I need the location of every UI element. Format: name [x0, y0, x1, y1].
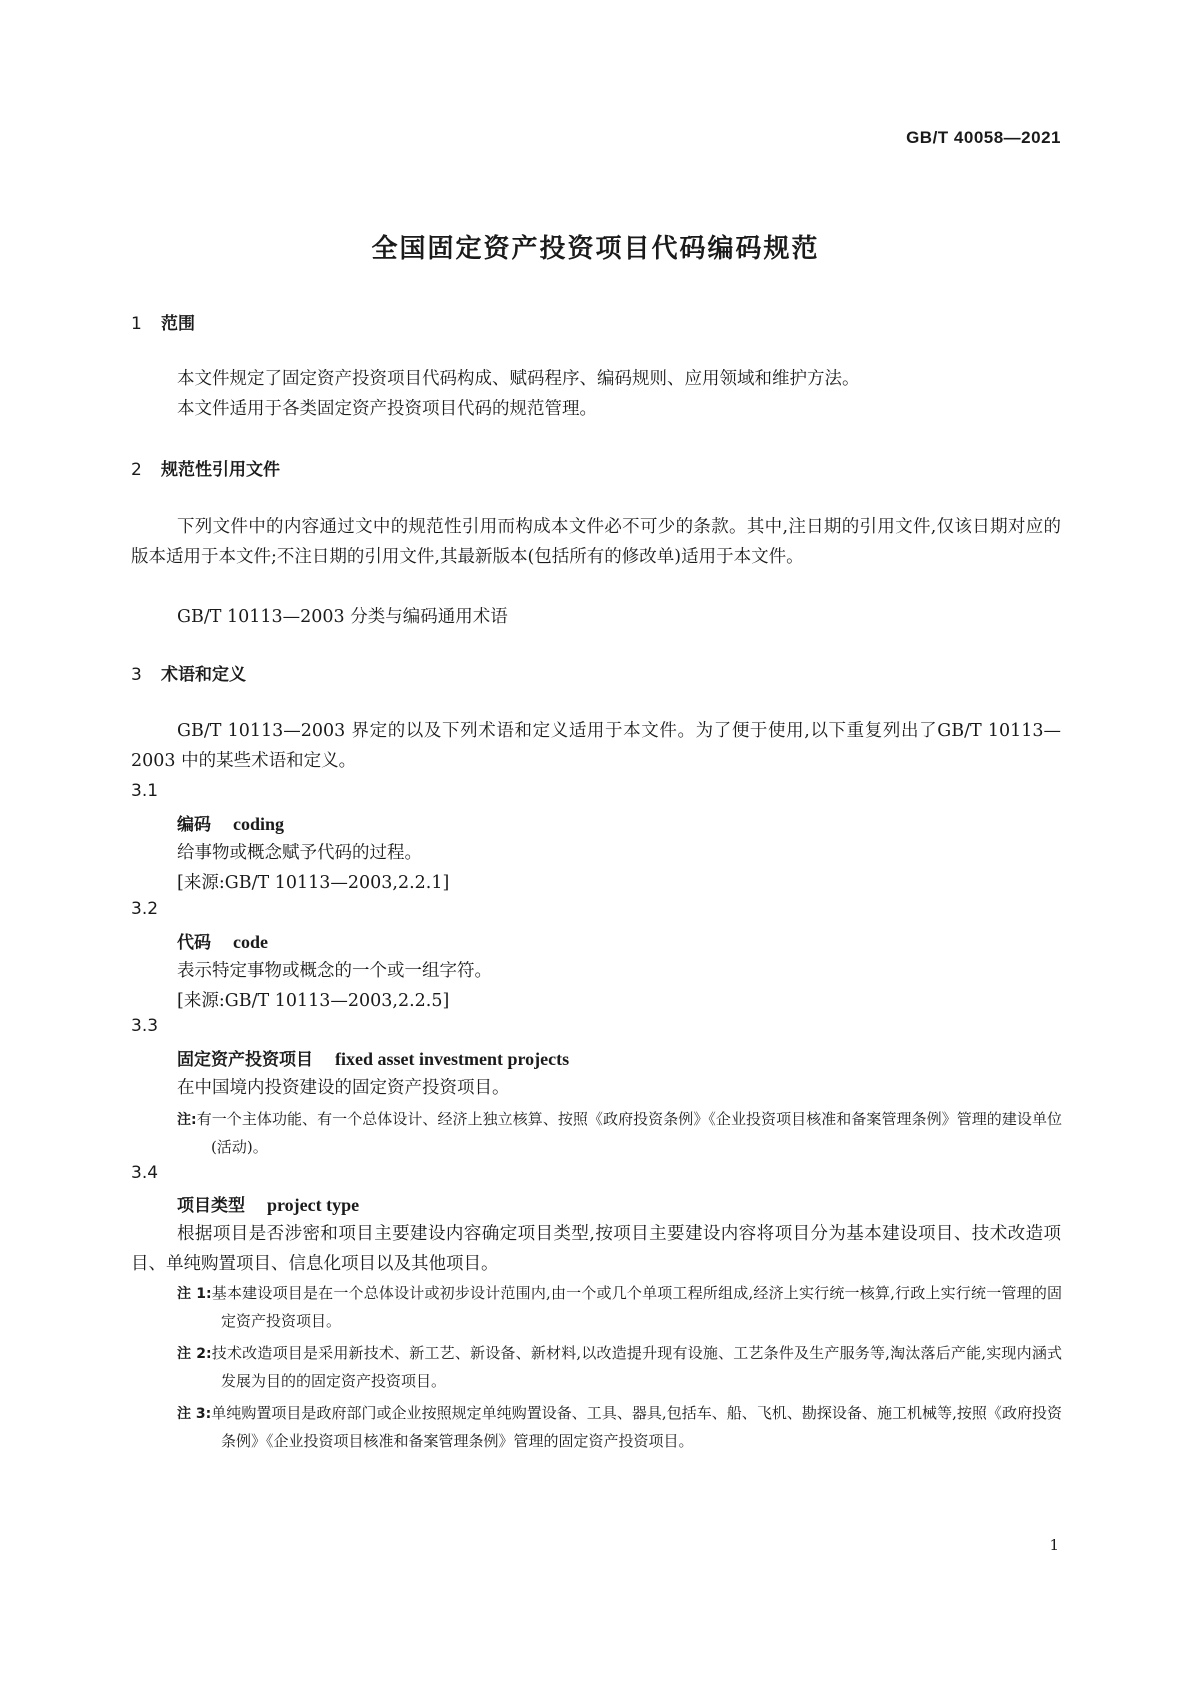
term-note [177, 1106, 1062, 1161]
note-label: 注 2: [177, 1346, 212, 1362]
term-source: [来源:GB/T 10113—2003,2.2.5] [177, 991, 450, 1011]
term-note [177, 1400, 1062, 1455]
term-english: fixed asset investment projects [335, 1049, 570, 1069]
note-text: 单纯购置项目是政府部门或企业按照规定单纯购置设备、工具、器具,包括车、船、飞机、勘探设备、施工机械等,按照《政府投资条例》《企业投资项目核准和备案管理条例》管理的固定资产投资项目。 [211, 1404, 1063, 1450]
section-3-heading [131, 660, 246, 685]
section-number: 1 [131, 314, 142, 334]
term-definition: 在中国境内投资建设的固定资产投资项目。 [177, 1078, 510, 1098]
term-chinese: 代码 [177, 933, 211, 953]
section-1-paragraph-2: 本文件适用于各类固定资产投资项目代码的规范管理。 [177, 399, 597, 419]
term-chinese: 编码 [177, 815, 211, 835]
note-label: 注: [177, 1112, 197, 1128]
term-english: coding [233, 814, 285, 834]
term-heading [177, 1045, 569, 1070]
section-1-paragraph-1: 本文件规定了固定资产投资项目代码构成、赋码程序、编码规则、应用领域和维护方法。 [177, 369, 860, 389]
section-number: 3 [131, 665, 142, 685]
term-heading [177, 1191, 359, 1216]
term-number: 3.4 [131, 1163, 159, 1183]
term-chinese: 项目类型 [177, 1196, 245, 1216]
term-english: project type [267, 1195, 360, 1215]
term-number: 3.3 [131, 1016, 159, 1036]
note-label: 注 1: [177, 1286, 212, 1302]
term-source: [来源:GB/T 10113—2003,2.2.1] [177, 873, 450, 893]
section-3-paragraph: GB/T 10113—2003 界定的以及下列术语和定义适用于本文件。为了便于使用,以下重复列出了GB/T 10113—2003 中的某些术语和定义。 [131, 721, 1061, 771]
term-definition: 根据项目是否涉密和项目主要建设内容确定项目类型,按项目主要建设内容将项目分为基本建设项目、技术改造项目、单纯购置项目、信息化项目以及其他项目。 [131, 1224, 1061, 1274]
note-text: 技术改造项目是采用新技术、新工艺、新设备、新材料,以改造提升现有设施、工艺条件及生产服务等,淘汰落后产能,实现内涵式发展为目的的固定资产投资项目。 [211, 1344, 1063, 1390]
term-definition: 表示特定事物或概念的一个或一组字符。 [177, 961, 492, 981]
note-text: 有一个主体功能、有一个总体设计、经济上独立核算、按照《政府投资条例》《企业投资项目核准和备案管理条例》管理的建设单位(活动)。 [196, 1110, 1062, 1156]
section-2-heading [131, 455, 280, 480]
page-number: 1 [1049, 1536, 1059, 1554]
note-text: 基本建设项目是在一个总体设计或初步设计范围内,由一个或几个单项工程所组成,经济上实行统一核算,行政上实行统一管理的固定资产投资项目。 [211, 1284, 1063, 1330]
document-title: 全国固定资产投资项目代码编码规范 [371, 234, 820, 264]
section-1-heading [131, 309, 195, 334]
term-number: 3.2 [131, 899, 159, 919]
term-heading [177, 810, 284, 835]
note-label: 注 3: [177, 1406, 212, 1422]
term-chinese: 固定资产投资项目 [177, 1050, 313, 1070]
section-2-paragraph: 下列文件中的内容通过文中的规范性引用而构成本文件必不可少的条款。其中,注日期的引用文件,仅该日期对应的版本适用于本文件;不注日期的引用文件,其最新版本(包括所有的修改单)适用于本文件。 [131, 517, 1061, 567]
section-number: 2 [131, 460, 142, 480]
standard-number: GB/T 40058—2021 [906, 128, 1061, 147]
term-note [177, 1280, 1062, 1335]
section-title: 术语和定义 [161, 665, 246, 685]
section-title: 范围 [161, 314, 195, 334]
normative-reference: GB/T 10113—2003 分类与编码通用术语 [177, 607, 508, 627]
term-english: code [233, 932, 268, 952]
section-title: 规范性引用文件 [161, 460, 280, 480]
term-heading [177, 928, 268, 953]
term-note [177, 1340, 1062, 1395]
term-number: 3.1 [131, 781, 159, 801]
term-definition: 给事物或概念赋予代码的过程。 [177, 843, 422, 863]
